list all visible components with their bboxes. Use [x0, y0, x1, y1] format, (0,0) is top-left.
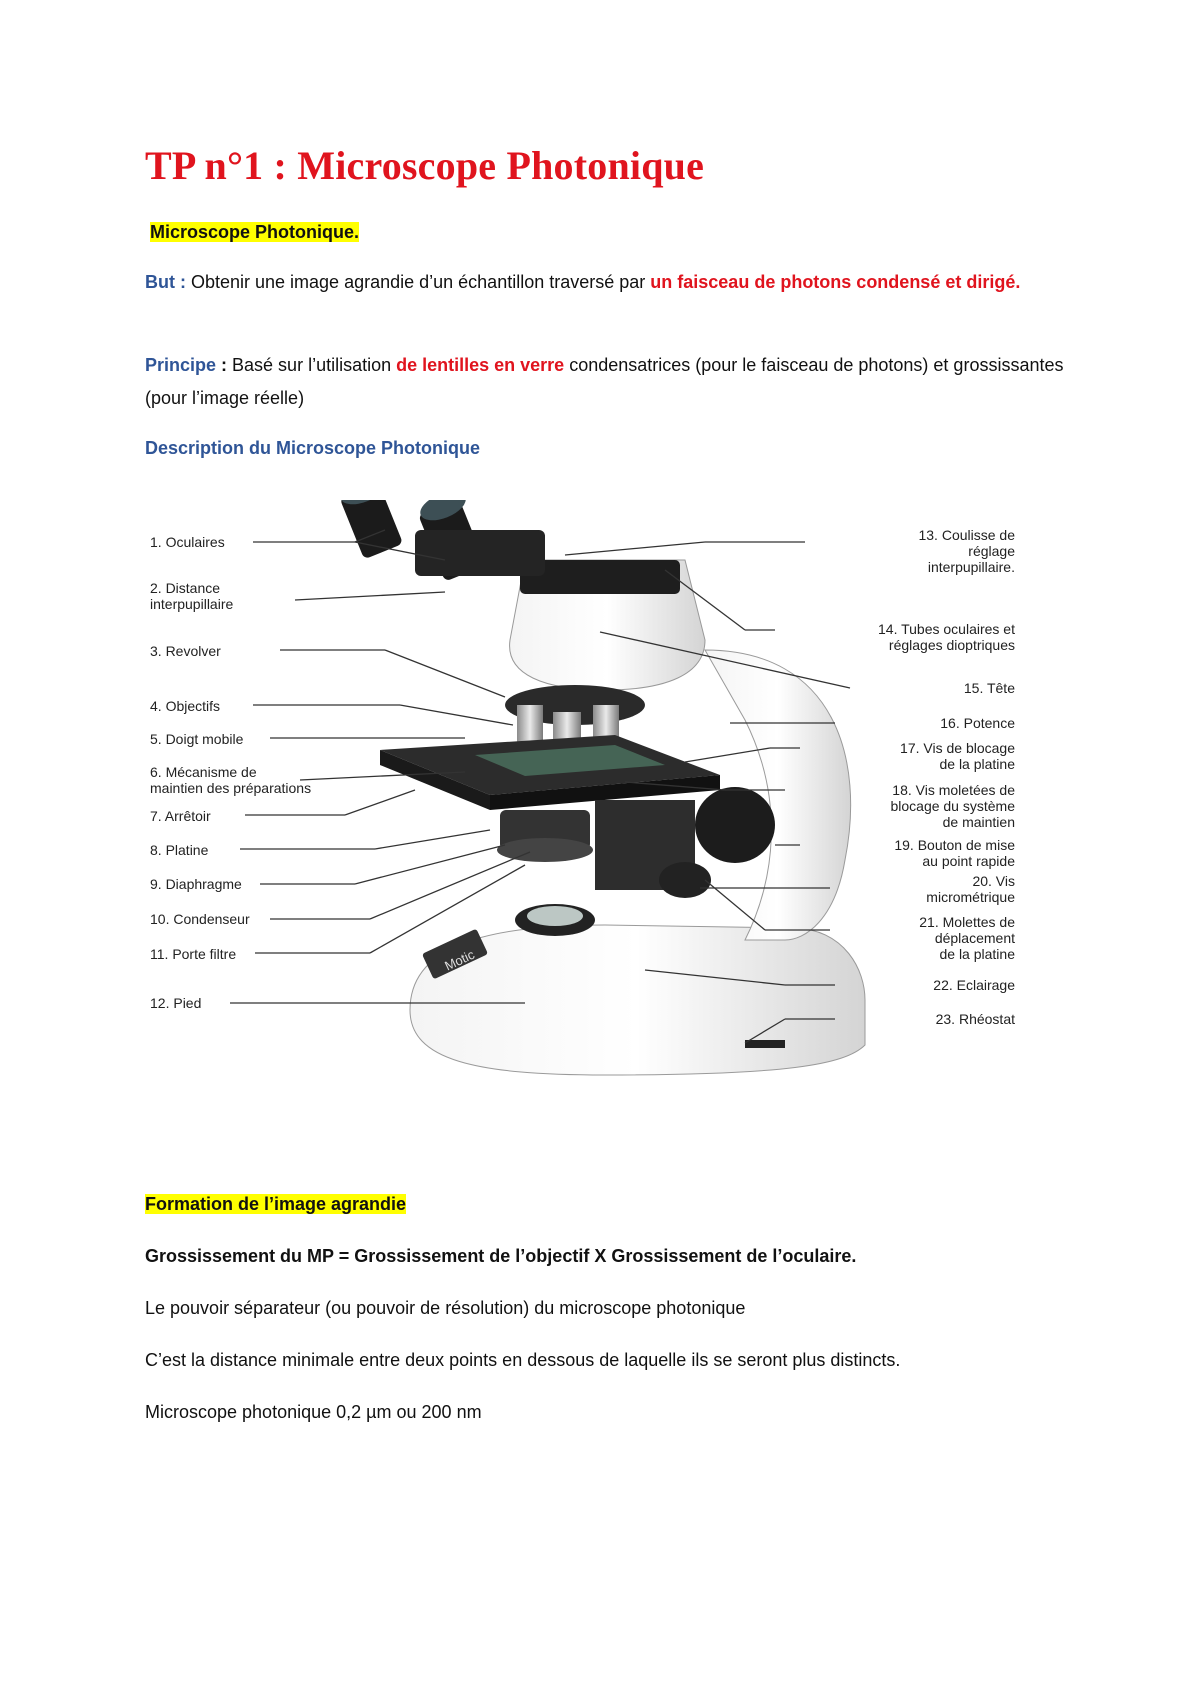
definition-text: C’est la distance minimale entre deux points en dessous de laquelle ils se seront plus distincts.: [145, 1350, 901, 1370]
but-paragraph: [145, 266, 1065, 299]
label-arretoir: 7. Arrêtoir: [150, 808, 211, 824]
label-doigt-mobile: 5. Doigt mobile: [150, 731, 244, 747]
label-vis-micrometrique: 20. Vis micrométrique: [926, 873, 1015, 905]
label-bouton-mise-au-point: 19. Bouton de mise au point rapide: [894, 837, 1015, 869]
principe-text-1: Basé sur l’utilisation: [232, 355, 397, 375]
label-vis-moletees: 18. Vis moletées de blocage du système de maintien: [890, 782, 1015, 830]
but-label: But :: [145, 272, 186, 292]
label-platine: 8. Platine: [150, 842, 209, 858]
microscope-figure: [145, 500, 1035, 1080]
label-revolver: 3. Revolver: [150, 643, 221, 659]
label-condenseur: 10. Condenseur: [150, 911, 250, 927]
principe-emphasis: de lentilles en verre: [396, 355, 565, 375]
pouvoir-separateur: Le pouvoir séparateur (ou pouvoir de résolution) du microscope photonique: [145, 1298, 746, 1318]
grossissement-formula: Grossissement du MP = Grossissement de l’objectif X Grossissement de l’oculaire.: [145, 1246, 857, 1266]
subtitle: [145, 216, 359, 249]
principe-label: Principe: [145, 355, 217, 375]
description-heading: Description du Microscope Photonique: [145, 438, 481, 458]
page-title: TP n°1 : Microscope Photonique: [145, 143, 705, 188]
brand-logo: Motic: [442, 946, 477, 974]
principe-paragraph: [145, 349, 1065, 415]
label-oculaires: 1. Oculaires: [150, 534, 225, 550]
label-vis-blocage-platine: 17. Vis de blocage de la platine: [900, 740, 1015, 772]
label-rheostat: 23. Rhéostat: [935, 1011, 1015, 1027]
label-pied: 12. Pied: [150, 995, 202, 1011]
formation-highlight: Formation de l’image agrandie: [145, 1194, 407, 1214]
resolution-value: Microscope photonique 0,2 µm ou 200 nm: [145, 1402, 482, 1422]
label-diaphragme: 9. Diaphragme: [150, 876, 242, 892]
label-tubes-oculaires: 14. Tubes oculaires et réglages dioptriques: [878, 621, 1015, 653]
principe-colon: :: [216, 355, 233, 375]
label-mecanisme-maintien: 6. Mécanisme de maintien des préparations: [150, 764, 312, 796]
label-potence: 16. Potence: [940, 715, 1015, 731]
label-porte-filtre: 11. Porte filtre: [150, 946, 237, 962]
label-eclairage: 22. Eclairage: [933, 977, 1015, 993]
label-molettes-deplacement: 21. Molettes de déplacement de la platine: [919, 914, 1015, 962]
label-tete: 15. Tête: [963, 680, 1015, 696]
but-emphasis: un faisceau de photons condensé et dirigé.: [650, 272, 1021, 292]
label-distance-interpupillaire: 2. Distance interpupillaire: [150, 580, 234, 612]
principe-text-2: condensatrices (pour le faisceau de photons) et grossissantes (pour l’image réelle): [145, 355, 1064, 408]
label-objectifs: 4. Objectifs: [150, 698, 221, 714]
label-coulisse-reglage: 13. Coulisse de réglage interpupillaire.: [918, 527, 1015, 575]
but-text: Obtenir une image agrandie d’un échantillon traversé par: [185, 272, 651, 292]
formation-heading: [145, 1188, 406, 1221]
subtitle-highlight: Microscope Photonique.: [150, 222, 360, 242]
